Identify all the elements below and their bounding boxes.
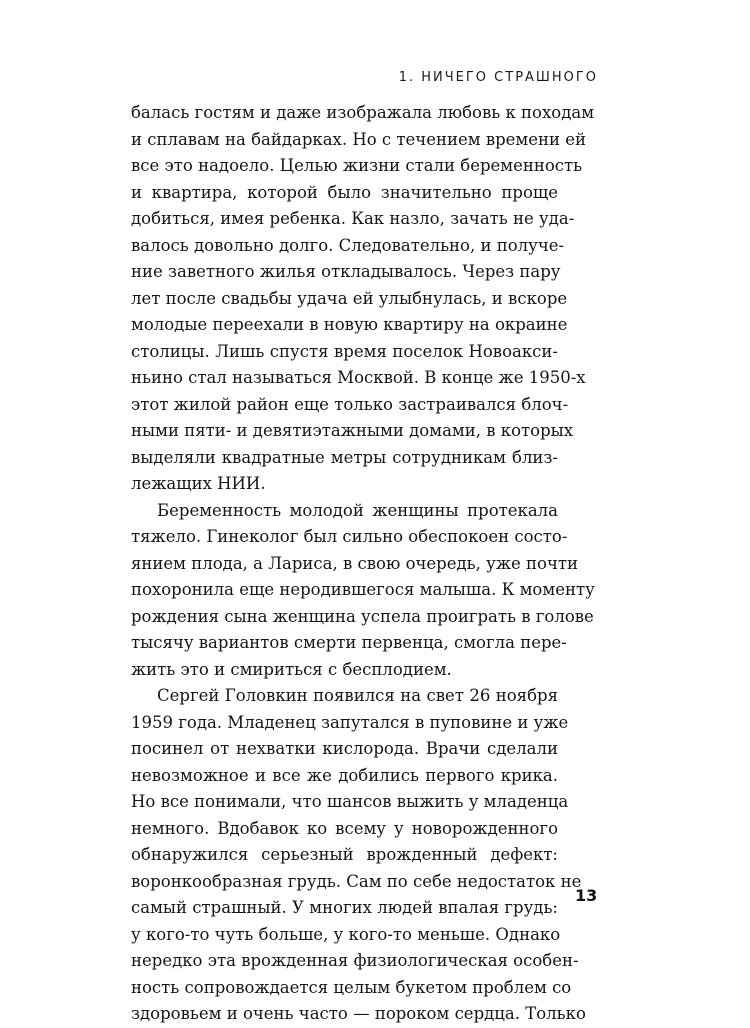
- paragraph: [131, 498, 595, 684]
- text-line: тяжело. Гинеколог был сильно обеспокоен состо-: [131, 527, 568, 546]
- text-line: у кого-то чуть больше, у кого-то меньше. Однако: [131, 924, 561, 944]
- text-line: Сергей Головкин появился на свет 26 ноября: [157, 686, 558, 705]
- text-line: добиться, имея ребенка. Как назло, зачать не уда-: [131, 209, 575, 228]
- text-line: невозможное и все же добились первого крика.: [131, 765, 558, 785]
- text-line: здоровьем и очень часто — пороком сердца. Только: [131, 1004, 586, 1023]
- text-line: тысячу вариантов смерти первенца, смогла пере-: [131, 633, 567, 652]
- text-line: Но все понимали, что шансов выжить у младенца: [131, 792, 569, 811]
- text-line: ньино стал называться Москвой. В конце же 1950-х: [131, 368, 586, 387]
- text-line: этот жилой район еще только застраивался блоч-: [131, 394, 569, 414]
- text-line: 1959 года. Младенец запутался в пуповине и уже: [131, 712, 569, 732]
- text-line: обнаружился серьезный врожденный дефект:: [131, 845, 558, 864]
- text-line: и квартира, которой было значительно проще: [131, 182, 558, 202]
- text-line: Беременность молодой женщины протекала: [157, 500, 558, 520]
- text-line: ность сопровождается целым букетом проблем со: [131, 977, 572, 997]
- text-line: жить это и смириться с бесплодием.: [131, 659, 452, 679]
- text-line: лежащих НИИ.: [131, 474, 266, 493]
- text-line: ными пяти- и девятиэтажными домами, в которых: [131, 421, 574, 440]
- text-line: рождения сына женщина успела проиграть в голове: [131, 606, 594, 626]
- text-line: выделяли квадратные метры сотрудникам близ-: [131, 447, 558, 467]
- text-line: лет после свадьбы удача ей улыбнулась, и вскоре: [131, 288, 568, 308]
- text-line: воронкообразная грудь. Сам по себе недостаток не: [131, 871, 582, 891]
- text-line: нередко эта врожденная физиологическая особен-: [131, 951, 579, 970]
- text-line: валось довольно долго. Следовательно, и получе-: [131, 235, 565, 255]
- running-head: 1. НИЧЕГО СТРАШНОГО: [398, 70, 598, 85]
- text-line: немного. Вдобавок ко всему у новорожденного: [131, 818, 558, 838]
- paragraph: [131, 100, 595, 498]
- text-line: столицы. Лишь спустя время поселок Новоакси-: [131, 341, 558, 361]
- text-line: ние заветного жилья откладывалось. Через пару: [131, 262, 561, 281]
- text-line: молодые переехали в новую квартиру на окраине: [131, 315, 568, 334]
- text-line: самый страшный. У многих людей впалая грудь:: [131, 898, 558, 917]
- text-line: балась гостям и даже изображала любовь к походам: [131, 103, 595, 122]
- text-line: похоронила еще неродившегося малыша. К моменту: [131, 580, 595, 599]
- text-line: янием плода, а Лариса, в свою очередь, уже почти: [131, 553, 578, 573]
- page-number: 13: [575, 886, 598, 905]
- text-line: посинел от нехватки кислорода. Врачи сделали: [131, 739, 558, 758]
- text-line: все это надоело. Целью жизни стали беременность: [131, 156, 583, 175]
- paragraph: [131, 683, 586, 1028]
- text-line: и сплавам на байдарках. Но с течением времени ей: [131, 129, 587, 149]
